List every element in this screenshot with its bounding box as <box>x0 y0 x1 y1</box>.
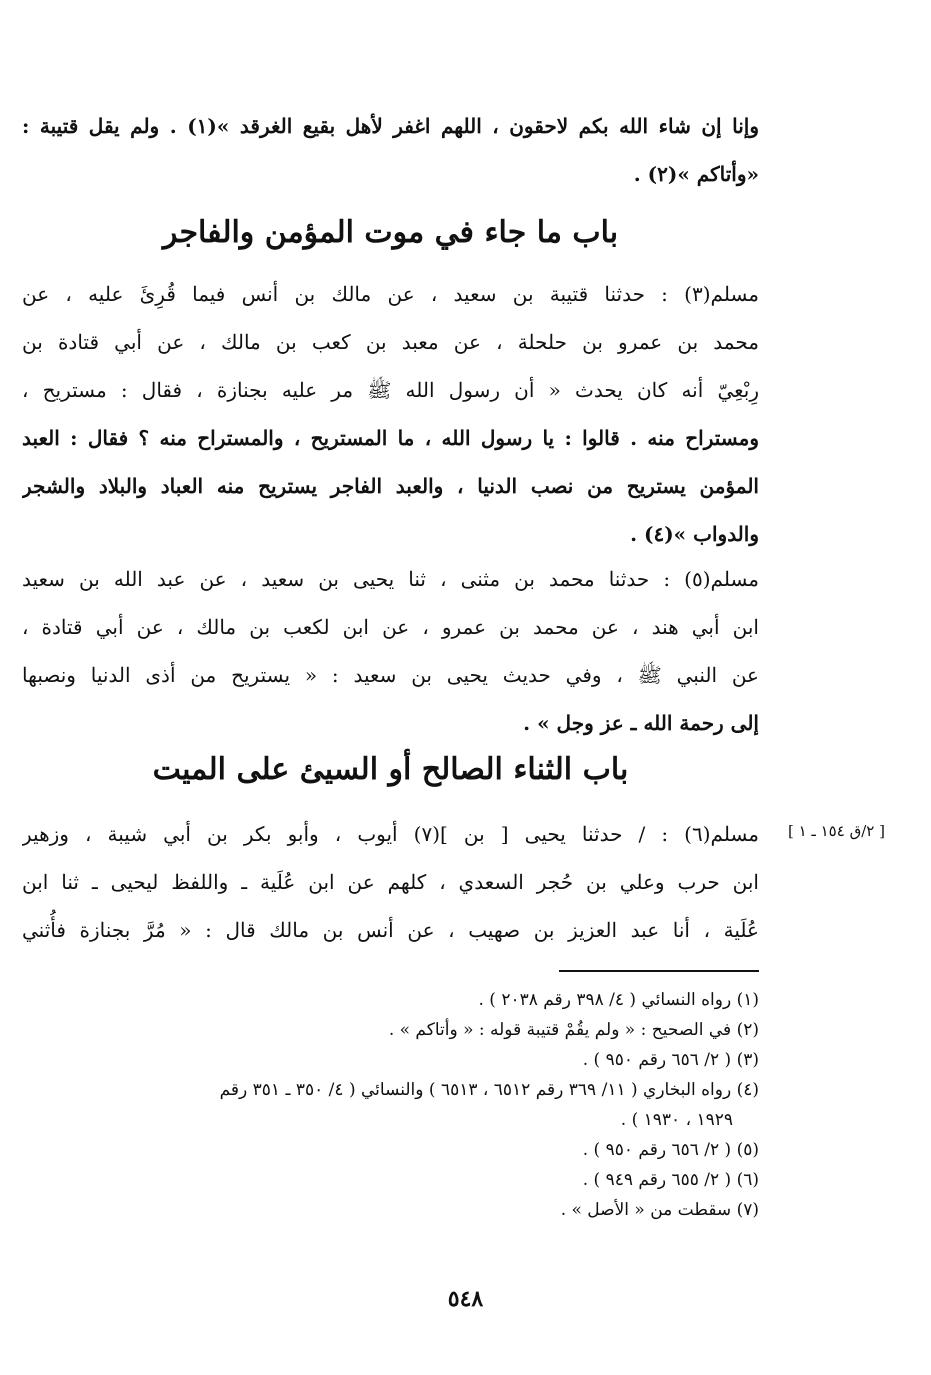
text-line: وإنا إن شاء الله بكم لاحقون ، اللهم اغفر لأهل بقيع الغرقد »(١) . ولم يقل قتيبة : <box>22 114 759 138</box>
footnote: (٢) في الصحيح : « ولم يقُمْ قتيبة قوله : « وأتاكم » . <box>388 1020 759 1040</box>
text-line: محمد بن عمرو بن حلحلة ، عن معبد بن كعب بن مالك ، عن أبي قتادة بن <box>22 330 759 354</box>
margin-note: [ ٢/ق ١٥٤ ـ ١ ] <box>788 822 885 840</box>
text-line: عُلَية ، أنا عبد العزيز بن صهيب ، عن أنس بن مالك قال : « مُرَّ بجنازة فأُثني <box>22 918 759 942</box>
text-line: المؤمن يستريح من نصب الدنيا ، والعبد الفاجر يستريح منه العباد والبلاد والشجر <box>22 474 759 498</box>
text-line: «وأتاكم »(٢) . <box>633 162 759 186</box>
hadith-paragraph <box>22 555 759 747</box>
footnote: (٣) ( ٢/ ٦٥٦ رقم ٩٥٠ ) . <box>582 1050 759 1070</box>
text-line: عن النبي ﷺ ، وفي حديث يحيى بن سعيد : « يستريح من أذى الدنيا ونصبها <box>22 663 759 687</box>
text-line: مسلم(٣) : حدثنا قتيبة بن سعيد ، عن مالك بن أنس فيما قُرِئَ عليه ، عن <box>22 282 759 306</box>
text-line: ابن حرب وعلي بن حُجر السعدي ، كلهم عن ابن عُلَية ـ واللفظ ليحيى ـ ثنا ابن <box>22 870 759 894</box>
page-number: ٥٤٨ <box>447 1286 484 1312</box>
footnote: (٦) ( ٢/ ٦٥٥ رقم ٩٤٩ ) . <box>582 1170 759 1190</box>
text-line: مسلم(٥) : حدثنا محمد بن مثنى ، ثنا يحيى بن سعيد ، عن عبد الله بن سعيد <box>22 567 759 591</box>
footnote-divider <box>559 970 759 972</box>
text-line: مسلم(٦) : / حدثنا يحيى [ بن ](٧) أيوب ، وأبو بكر بن أبي شيبة ، وزهير <box>22 822 759 846</box>
text-line: رِبْعِيّ أنه كان يحدث « أن رسول الله ﷺ مر عليه بجنازة ، فقال : مستريح ، <box>22 378 759 402</box>
text-line: ابن أبي هند ، عن محمد بن عمرو ، عن ابن لكعب بن مالك ، عن أبي قتادة ، <box>22 615 759 639</box>
hadith-paragraph <box>22 810 759 954</box>
section-heading: باب الثناء الصالح أو السيئ على الميت <box>152 752 629 787</box>
footnote: (٤) رواه البخاري ( ١١/ ٣٦٩ رقم ٦٥١٢ ، ٦٥١٣ ) والنسائي ( ٤/ ٣٥٠ ـ ٣٥١ رقم <box>219 1080 759 1100</box>
footnote: (٧) سقطت من « الأصل » . <box>560 1200 759 1220</box>
text-line: ومستراح منه . قالوا : يا رسول الله ، ما المستريح ، والمستراح منه ؟ فقال : العبد <box>22 426 759 450</box>
footnote: (٥) ( ٢/ ٦٥٦ رقم ٩٥٠ ) . <box>582 1140 759 1160</box>
section-heading: باب ما جاء في موت المؤمن والفاجر <box>162 215 619 250</box>
footnote: (١) رواه النسائي ( ٤/ ٣٩٨ رقم ٢٠٣٨ ) . <box>478 990 759 1010</box>
footnote: ١٩٢٩ ، ١٩٣٠ ) . <box>620 1110 733 1130</box>
hadith-paragraph <box>22 270 759 558</box>
footnotes <box>22 985 759 1225</box>
top-paragraph <box>22 102 759 198</box>
text-line: والدواب »(٤) . <box>630 522 759 546</box>
text-line: إلى رحمة الله ـ عز وجل » . <box>523 711 759 735</box>
